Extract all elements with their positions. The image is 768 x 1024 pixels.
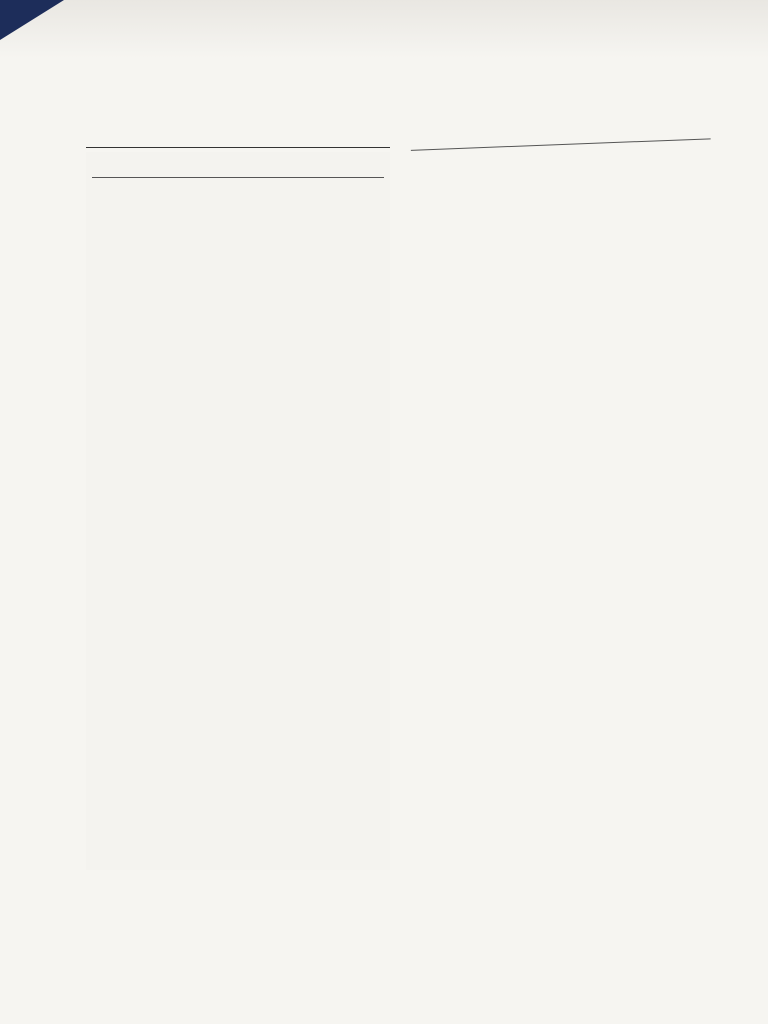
right-note (411, 150, 711, 162)
body-line-2 (262, 922, 731, 948)
body-text (262, 922, 731, 948)
top-strip (0, 0, 768, 58)
body-line-3 (262, 922, 731, 948)
treasury-notes-box (86, 152, 390, 870)
title-rule (86, 147, 390, 148)
strips-box (406, 116, 746, 907)
body-line-1 (262, 922, 731, 948)
right-separator (411, 138, 711, 151)
left-separator (92, 177, 384, 178)
strips-sections (406, 116, 716, 128)
